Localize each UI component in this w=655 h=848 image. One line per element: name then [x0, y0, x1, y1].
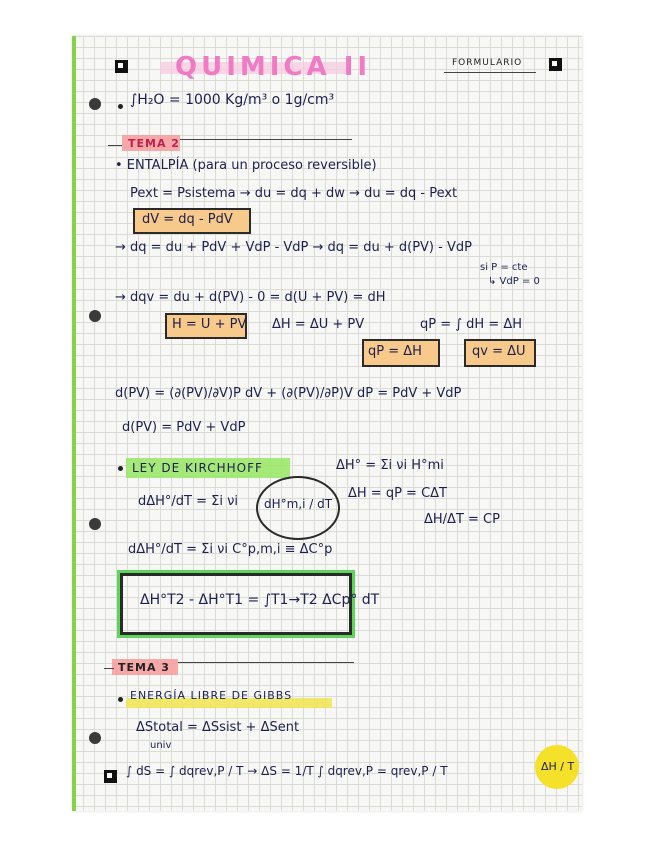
gibbs-line-2: ∫ dS = ∫ dqrev,P / T → ΔS = 1/T ∫ dqrev,P = qrev,P / T: [126, 764, 448, 778]
entalpia-heading: • ENTALPÍA (para un proceso reversible): [115, 158, 377, 173]
formula-box-text: qP = ΔH: [368, 344, 422, 359]
tema3-rule: [178, 662, 354, 663]
corner-marker-icon: [549, 58, 562, 71]
entalpia-line-3: → dqv = du + d(PV) - 0 = d(U + PV) = dH: [115, 290, 386, 305]
header-underline: [444, 72, 536, 73]
tema3-rule-left: [104, 668, 114, 669]
gibbs-line-1b: univ: [150, 740, 172, 751]
corner-marker-icon: [104, 770, 117, 783]
binder-hole: [89, 98, 101, 110]
entalpia-line-5: qP = ∫ dH = ΔH: [420, 317, 523, 332]
entalpia-note-1: si P = cte: [480, 262, 528, 273]
density-note: ∫H₂O = 1000 Kg/m³ o 1g/cm³: [130, 92, 335, 108]
tema2-rule: [180, 139, 352, 140]
bullet-icon: [118, 104, 123, 109]
gibbs-line-1: ΔStotal = ΔSsist + ΔSent: [136, 720, 300, 735]
kirchhoff-heading: LEY DE KIRCHHOFF: [132, 461, 263, 475]
binder-hole: [89, 310, 101, 322]
binder-hole: [89, 732, 101, 744]
tema2-label: TEMA 2: [128, 137, 180, 150]
formula-box-text: dV = dq - PdV: [142, 212, 233, 227]
page-margin-edge: [72, 36, 76, 811]
entalpia-line-2: → dq = du + PdV + VdP - VdP → dq = du + d(PV) - VdP: [115, 240, 472, 255]
entalpia-line-4: ΔH = ΔU + PV: [272, 317, 365, 332]
tema2-rule-left: [108, 145, 122, 146]
kirchhoff-box-text: ΔH°T2 - ΔH°T1 = ∫T1→T2 ΔCp° dT: [140, 592, 380, 608]
kirchhoff-line-5: dΔH°/dT = Σi νi C°p,m,i ≡ ΔC°p: [128, 542, 333, 557]
formula-box-text: qv = ΔU: [472, 344, 526, 359]
tema3-label: TEMA 3: [118, 661, 170, 674]
gibbs-circle-text: ΔH / T: [541, 760, 575, 773]
bullet-icon: [118, 697, 123, 702]
gibbs-heading: ENERGÍA LIBRE DE GIBBS: [130, 689, 293, 702]
entalpia-line-1: Pext = Psistema → du = dq + dw → du = dq - Pext: [130, 186, 458, 201]
kirchhoff-line-3: ΔH = qP = CΔT: [348, 486, 447, 501]
kirchhoff-line-1: ΔH° = Σi νi H°mi: [336, 458, 444, 473]
entalpia-line-7: d(PV) = PdV + VdP: [122, 420, 246, 435]
bullet-icon: [118, 466, 123, 471]
corner-marker-icon: [115, 60, 128, 73]
formula-box-text: H = U + PV: [172, 317, 247, 332]
kirchhoff-circle-text: dH°m,i / dT: [264, 497, 333, 511]
entalpia-line-6: d(PV) = (∂(PV)/∂V)P dV + (∂(PV)/∂P)V dP = PdV + VdP: [115, 386, 462, 401]
binder-hole: [89, 518, 101, 530]
kirchhoff-line-2: dΔH°/dT = Σi νi: [138, 494, 238, 509]
page-title: QUIMICA II: [175, 52, 372, 82]
entalpia-note-2: ↳ VdP = 0: [488, 276, 540, 287]
kirchhoff-line-4: ΔH/ΔT = CP: [424, 512, 500, 527]
header-label: FORMULARIO: [452, 58, 523, 68]
